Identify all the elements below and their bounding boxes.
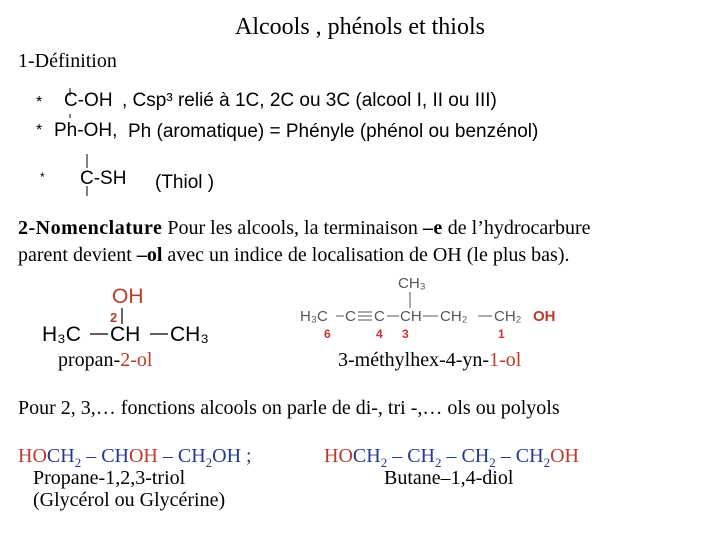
methylhexynol-name: 3-méthylhex-4-yn-1-ol bbox=[338, 349, 522, 371]
alcool-description: , Csp³ relié à 1C, 2C ou 3C (alcool I, II ou III) bbox=[122, 90, 497, 111]
propan-2-ol-name: propan-2-ol bbox=[58, 349, 153, 371]
bullet-1: * bbox=[36, 94, 43, 111]
locant-2: 2 bbox=[110, 310, 118, 325]
oh-label-2: OH bbox=[533, 308, 556, 325]
nomenclature-line-2: parent devient –ol avec un indice de localisation de OH (le plus bas). bbox=[18, 244, 570, 266]
butanediol-formula: $HOCH_2 - CH_2 - CH_2 - CH_2OH$ bbox=[324, 445, 579, 470]
alcool-group: C-OH bbox=[64, 90, 113, 111]
thiol-description: (Thiol ) bbox=[155, 172, 215, 193]
ch-label-2: CH bbox=[400, 308, 422, 325]
ch3-top-label: CH₃ bbox=[398, 275, 426, 292]
c-triple-1: C bbox=[345, 308, 356, 325]
locant-4: 4 bbox=[376, 327, 383, 341]
methylhexynol-structure bbox=[298, 270, 578, 342]
oh-label: OH bbox=[112, 285, 144, 308]
thiol-group: C-SH bbox=[80, 168, 127, 189]
bullet-3: * bbox=[40, 170, 45, 184]
bullet-2: * bbox=[36, 122, 43, 139]
suffix-e: –e bbox=[422, 217, 443, 239]
locant-6: 6 bbox=[324, 327, 331, 341]
nomenclature-line-1: 2-Nomenclature Pour les alcools, la terminaison –e de l’hydrocarbure bbox=[18, 217, 591, 239]
phenol-description: Ph (aromatique) = Phényle (phénol ou benzénol) bbox=[128, 121, 539, 142]
h3c-label: H₃C bbox=[42, 323, 81, 346]
ch2-label: CH₂ bbox=[440, 308, 468, 325]
h3c-label-2: H₃C bbox=[300, 308, 328, 325]
ch3-label: CH₃ bbox=[170, 323, 209, 346]
locant-1: 1 bbox=[498, 327, 505, 341]
section-1-heading: 1-Définition bbox=[18, 50, 117, 72]
polyols-sentence: Pour 2, 3,… fonctions alcools on parle de di-, tri -,… ols ou polyols bbox=[18, 397, 560, 419]
ch2oh-label: CH₂ bbox=[494, 308, 522, 325]
page-title: Alcools , phénols et thiols bbox=[235, 14, 485, 40]
propan-2-ol-structure bbox=[38, 278, 238, 350]
section-2-heading: 2-Nomenclature bbox=[18, 217, 163, 239]
suffix-ol: –ol bbox=[136, 244, 163, 266]
locant-3: 3 bbox=[402, 327, 409, 341]
phenol-group: Ph-OH, bbox=[54, 120, 118, 141]
glycerol-formula: $HOCH_2$ – CHOH – $CH_2OH$ ; bbox=[18, 445, 252, 470]
c-triple-2: C bbox=[374, 308, 385, 325]
glycerol-common-name: (Glycérol ou Glycérine) bbox=[33, 489, 226, 511]
glycerol-iupac-name: Propane-1,2,3-triol bbox=[33, 467, 186, 489]
ch-label: CH bbox=[110, 323, 141, 346]
butanediol-name: Butane–1,4-diol bbox=[384, 467, 514, 489]
